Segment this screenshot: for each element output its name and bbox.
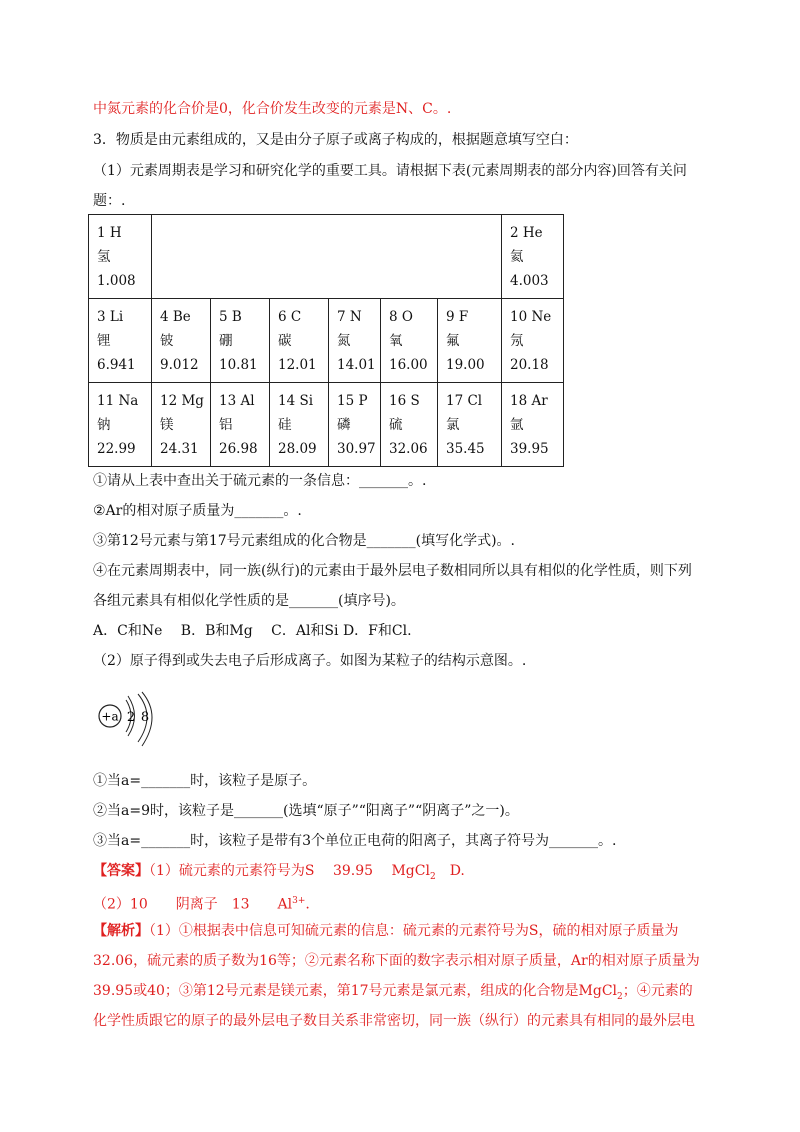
explanation-line-4: 化学性质跟它的原子的最外层电子数目关系非常密切，同一族（纵行）的元素具有相同的最外层电 [93,1013,695,1029]
question-3-title: 3．物质是由元素组成的，又是由分子原子或离子构成的，根据题意填写空白： [93,132,578,148]
explanation-text-3-end: ；④元素的 [622,983,693,999]
answer-tag: 【答案】 [93,863,149,879]
element-cell: 12 Mg 镁 24.31 [152,383,211,467]
element-cell: 1 H 氢 1.008 [89,215,152,299]
answer-text-2: （2）10 阴离子 13 Al [93,896,293,913]
explanation-line-2: 32.06，硫元素的质子数为16等；②元素名称下面的数字表示相对原子质量，Ar的相对原子质量为 [93,953,700,969]
element-cell: 15 P 磷 30.97 [329,383,381,467]
explanation-line-1 [93,922,679,940]
answer-text-2-end: . [305,896,310,913]
question-4: ④在元素周期表中，同一族(纵行)的元素由于最外层电子数相同所以具有相似的化学性质，则下列 [93,563,692,579]
element-cell: 11 Na 钠 22.99 [89,383,152,467]
answer-line-2 [93,892,310,914]
answer-superscript: 3+ [292,896,306,906]
shell-1-count: 2 [126,710,136,725]
explanation-text-3: 39.95或40；③第12号元素是镁元素，第17号元素是氯元素，组成的化合物是MgCl [93,983,618,999]
sub-question-2: ②当a=9时，该粒子是_______(选填“原子”“阳离子”“阴离子”之一)。 [93,803,519,819]
answer-text-1: （1）硫元素的元素符号为S 39.95 MgCl [149,863,430,879]
element-cell: 9 F 氟 19.00 [438,299,502,383]
answer-subscript: 2 [429,871,436,882]
element-cell: 7 N 氮 14.01 [329,299,381,383]
sub-question-1: ①当a=_______时，该粒子是原子。 [93,773,317,789]
shell-2-count: 8 [140,710,150,725]
element-cell: 2 He 氦 4.003 [502,215,564,299]
nucleus-charge: +a [101,709,119,724]
element-cell: 4 Be 铍 9.012 [152,299,211,383]
table-gap [152,215,502,299]
explanation-line-3 [93,982,693,1006]
question-4-options: A．C和Ne B．B和Mg C．Al和Si D．F和Cl. [93,623,412,639]
question-4-cont: 各组元素具有相似化学性质的是_______(填序号)。 [93,593,405,609]
element-cell: 16 S 硫 32.06 [381,383,438,467]
explanation-text-1: （1）①根据表中信息可知硫元素的信息：硫元素的元素符号为S，硫的相对原子质量为 [149,923,679,939]
element-cell: 5 B 硼 10.81 [211,299,270,383]
part-1-intro-cont: 题：. [93,193,126,209]
element-cell: 10 Ne 氖 20.18 [502,299,564,383]
question-1: ①请从上表中查出关于硫元素的一条信息：_______。. [93,473,427,489]
question-3: ③第12号元素与第17号元素组成的化合物是_______(填写化学式)。. [93,533,516,549]
sub-question-3: ③当a=_______时，该粒子是带有3个单位正电荷的阳离子，其离子符号为_______。. [93,833,617,849]
element-cell: 14 Si 硅 28.09 [270,383,329,467]
element-cell: 13 Al 铝 26.98 [211,383,270,467]
element-cell: 18 Ar 氩 39.95 [502,383,564,467]
question-2: ②Ar的相对原子质量为_______。. [93,503,302,519]
answer-prev-line: 中氮元素的化合价是0，化合价发生改变的元素是N、C。. [93,101,452,117]
part-1-intro: （1）元素周期表是学习和研究化学的重要工具。请根据下表(元素周期表的部分内容)回答有关问 [93,163,687,179]
element-cell: 17 Cl 氯 35.45 [438,383,502,467]
periodic-table [88,214,564,467]
element-cell: 3 Li 锂 6.941 [89,299,152,383]
ion-structure-diagram [96,690,166,752]
explanation-subscript: 2 [617,991,623,1002]
element-cell: 6 C 碳 12.01 [270,299,329,383]
element-cell: 8 O 氧 16.00 [381,299,438,383]
answer-text-1-end: D. [435,863,465,879]
part-2-intro: （2）原子得到或失去电子后形成离子。如图为某粒子的结构示意图。. [93,653,527,669]
explanation-tag: 【解析】 [93,923,149,939]
answer-line-1 [93,862,465,886]
